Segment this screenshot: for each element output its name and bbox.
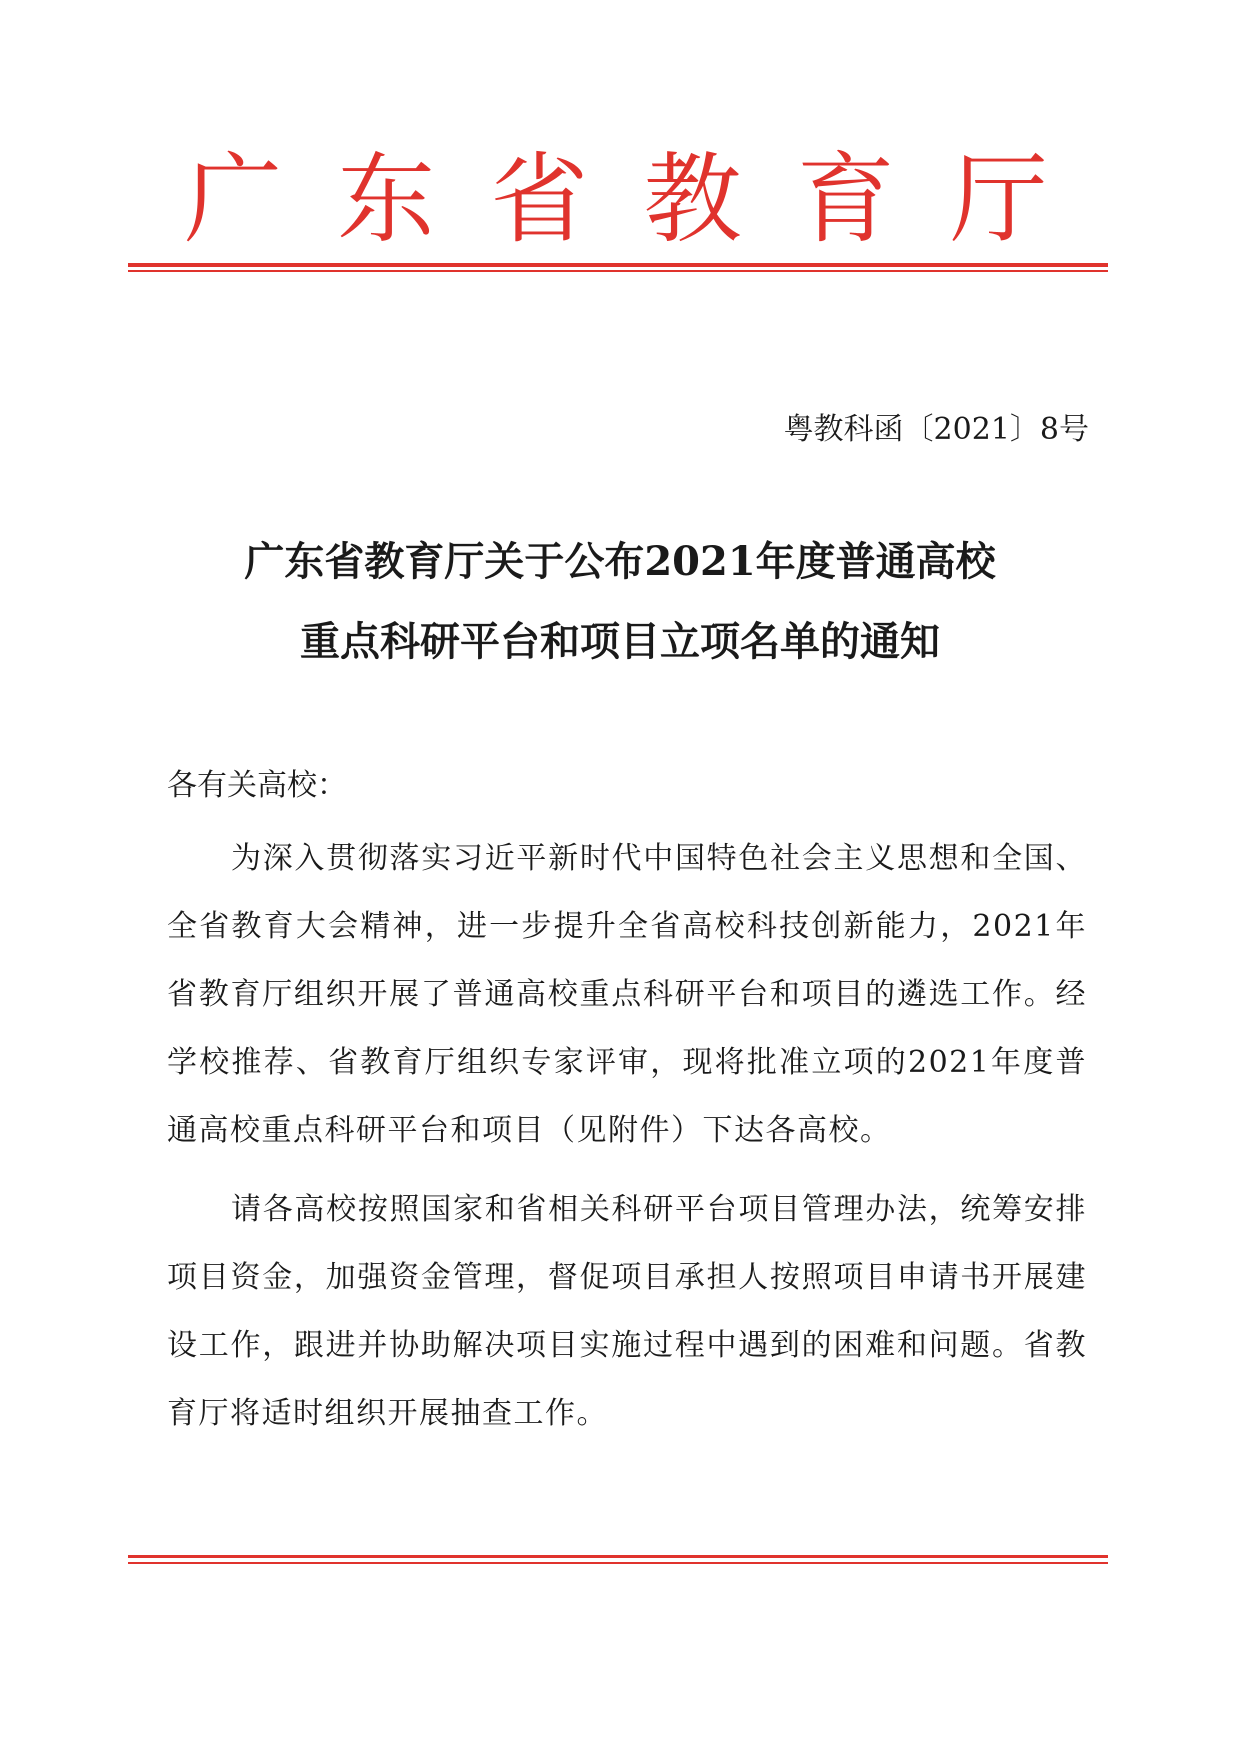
footer-divider-thin bbox=[128, 1562, 1108, 1564]
letterhead-divider-thin bbox=[128, 270, 1108, 272]
body-paragraph-1: 为深入贯彻落实习近平新时代中国特色社会主义思想和全国、全省教育大会精神，进一步提升全省高校科技创新能力，2021年省教育厅组织开展了普通高校重点科研平台和项目的遴选工作。经学校推荐、省教育厅组织专家评审，现将批准立项的2021年度普通高校重点科研平台和项目（见附件）下达各高校。 bbox=[167, 841, 1087, 1148]
letterhead-char: 省 bbox=[490, 143, 589, 257]
document-number: 粤教科函〔2021〕8号 bbox=[783, 412, 1089, 447]
letterhead-char: 厅 bbox=[949, 143, 1048, 257]
letterhead-divider bbox=[128, 263, 1108, 267]
body-paragraph-2: 请各高校按照国家和省相关科研平台项目管理办法，统筹安排项目资金，加强资金管理，督促项目承担人按照项目申请书开展建设工作，跟进并协助解决项目实施过程中遇到的困难和问题。省教育厅将适时组织开展抽查工作。 bbox=[167, 1192, 1087, 1431]
footer-divider bbox=[128, 1555, 1108, 1558]
letterhead-char: 教 bbox=[643, 143, 742, 257]
document-title-line-2: 重点科研平台和项目立项名单的通知 bbox=[300, 618, 940, 665]
document-title-line-1: 广东省教育厅关于公布2021年度普通高校 bbox=[244, 538, 996, 585]
salutation: 各有关高校： bbox=[167, 768, 347, 803]
letterhead-char: 广 bbox=[184, 143, 283, 257]
letterhead bbox=[128, 140, 1108, 260]
letterhead-char: 东 bbox=[337, 143, 436, 257]
letterhead-char: 育 bbox=[796, 143, 895, 257]
